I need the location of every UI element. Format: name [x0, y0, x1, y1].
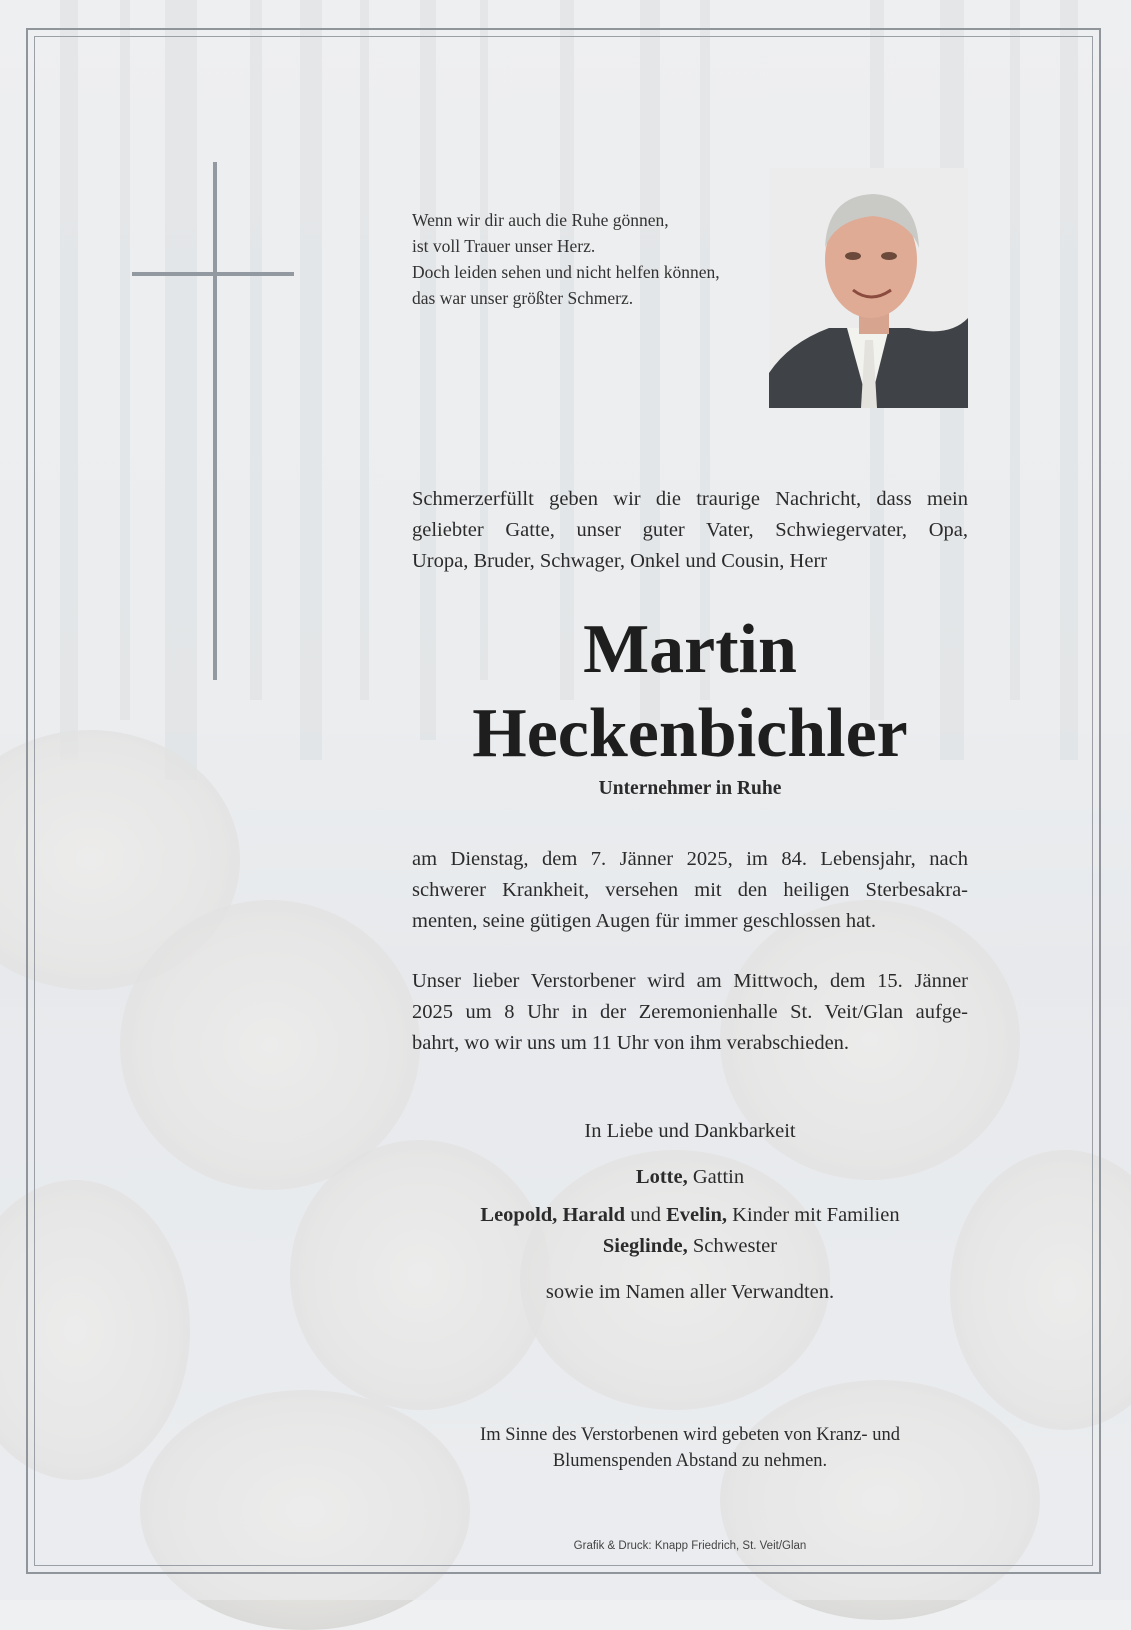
spouse-role: Gattin	[687, 1166, 745, 1188]
note-line: Blumenspenden Abstand zu nehmen.	[552, 1451, 828, 1471]
children-role: Kinder mit Familien	[727, 1204, 900, 1226]
cross-icon-bar	[132, 272, 294, 276]
print-credit: Grafik & Druck: Knapp Friedrich, St. Veit/Glan	[573, 1540, 807, 1552]
intro-line: geliebter Gatte, unser guter Vater, Schwiegervater, Opa,	[412, 519, 968, 541]
child-name: Leopold,	[480, 1204, 558, 1226]
mourner-children	[412, 1204, 968, 1227]
child-name: Evelin,	[666, 1204, 728, 1226]
intro-text	[412, 484, 968, 577]
notice-line: menten, seine gütigen Augen für immer geschlossen hat.	[412, 910, 876, 932]
deceased-last-name: Heckenbichler	[472, 695, 908, 772]
cross-icon	[213, 162, 217, 680]
flower-note	[412, 1422, 968, 1474]
mourner-sister	[412, 1235, 968, 1258]
ceremony-text	[412, 966, 968, 1059]
mourners-closing: sowie im Namen aller Verwandten.	[545, 1281, 835, 1303]
notice-line: am Dienstag, dem 7. Jänner 2025, im 84. Lebensjahr, nach	[412, 848, 968, 870]
mourners-intro: In Liebe und Dankbarkeit	[584, 1120, 796, 1142]
child-name: Harald	[557, 1204, 626, 1226]
conjunction: und	[625, 1204, 667, 1226]
poem-line: das war unser größter Schmerz.	[412, 288, 634, 308]
intro-line: Schmerzerfüllt geben wir die traurige Nachricht, dass mein	[412, 488, 968, 510]
mourner-spouse	[412, 1166, 968, 1189]
deceased-title: Unternehmer in Ruhe	[598, 778, 782, 799]
sister-name: Sieglinde,	[602, 1235, 688, 1257]
ceremony-line: 2025 um 8 Uhr in der Zeremonienhalle St. Veit/Glan aufge-	[412, 1001, 968, 1023]
note-line: Im Sinne des Verstorbenen wird gebeten von Kranz- und	[480, 1425, 900, 1445]
notice-line: schwerer Krankheit, versehen mit den heiligen Sterbesakra-	[412, 879, 968, 901]
spouse-name: Lotte,	[635, 1166, 688, 1188]
poem-line: Wenn wir dir auch die Ruhe gönnen,	[412, 210, 669, 230]
poem-line: Doch leiden sehen und nicht helfen können,	[412, 262, 720, 282]
death-notice	[412, 844, 968, 937]
deceased-first-name: Martin	[583, 611, 797, 688]
poem-line: ist voll Trauer unser Herz.	[412, 236, 596, 256]
ceremony-line: bahrt, wo wir uns um 11 Uhr von ihm verabschieden.	[412, 1032, 850, 1054]
intro-line: Uropa, Bruder, Schwager, Onkel und Cousin, Herr	[412, 550, 828, 572]
portrait-photo	[769, 168, 968, 408]
sister-role: Schwester	[687, 1235, 778, 1257]
poem	[412, 207, 792, 311]
ceremony-line: Unser lieber Verstorbener wird am Mittwoch, dem 15. Jänner	[412, 970, 968, 992]
